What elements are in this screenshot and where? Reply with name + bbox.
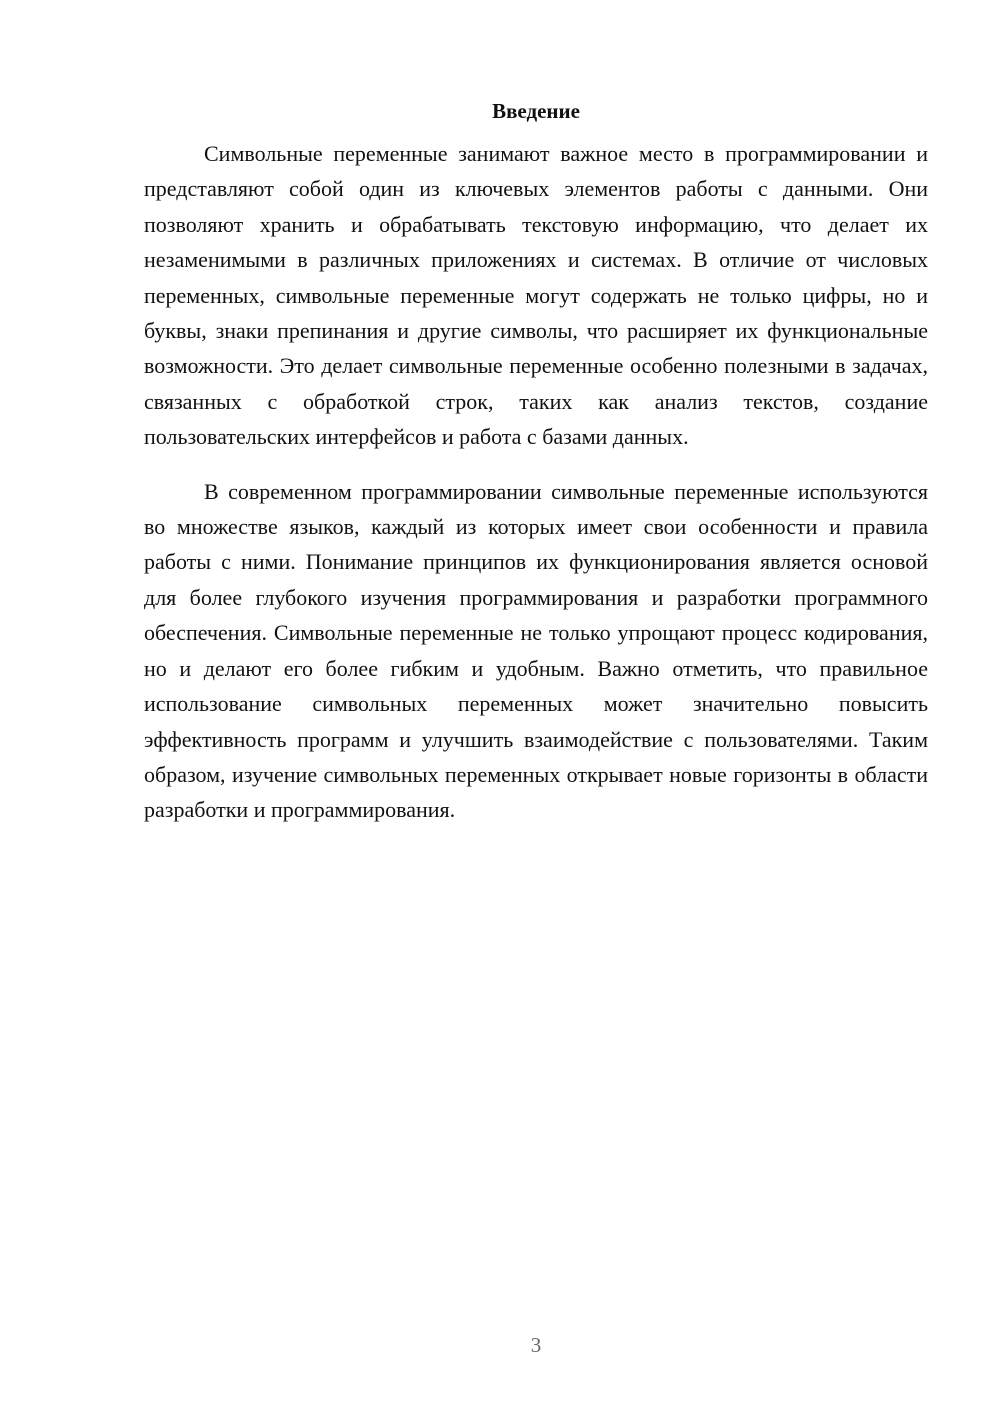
paragraph-1: Символьные переменные занимают важное место в программировании и представляют собой один из ключевых элементов работы с данными. Они позволяют хранить и обрабатывать текстовую информацию, что делает их незаменимыми в различных приложениях и системах. В отличие от числовых переменных, символьные переменные могут содержать не только цифры, но и буквы, знаки препинания и другие символы, что расширяет их функциональные возможности. Это делает символьные переменные особенно полезными в задачах, связанных с обработкой строк, таких как анализ текстов, создание пользовательских интерфейсов и работа с базами данных. bbox=[144, 141, 928, 450]
page-number: 3 bbox=[530, 1333, 542, 1357]
section-heading: Введение bbox=[492, 99, 580, 123]
page-content bbox=[144, 96, 928, 828]
paragraph-2: В современном программировании символьные переменные используются во множестве языков, каждый из которых имеет свои особенности и правила работы с ними. Понимание принципов их функционирования является основой для более глубокого изучения программирования и разработки программного обеспечения. Символьные переменные не только упрощают процесс кодирования, но и делают его более гибким и удобным. Важно отметить, что правильное использование символьных переменных может значительно повысить эффективность программ и улучшить взаимодействие с пользователями. Таким образом, изучение символьных переменных открывает новые горизонты в области разработки и программирования. bbox=[144, 478, 928, 823]
